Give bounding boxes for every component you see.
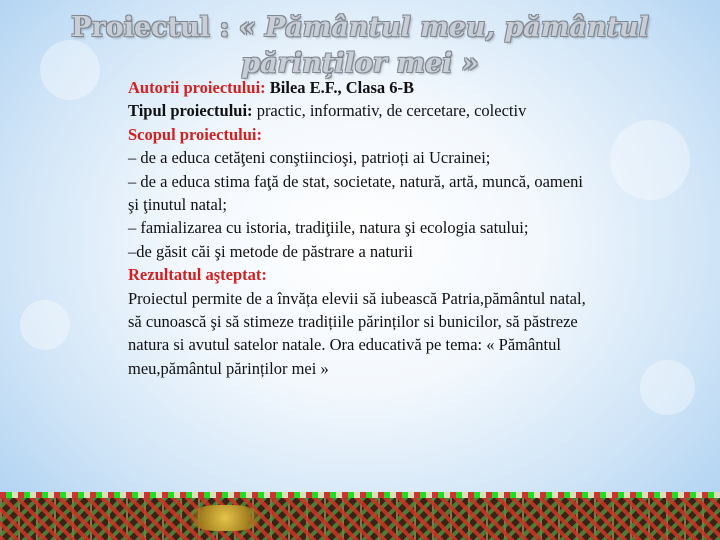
result-heading bbox=[128, 263, 598, 286]
background-bokeh bbox=[20, 300, 70, 350]
title-line-1 bbox=[0, 10, 720, 46]
scope-colon: : bbox=[256, 124, 263, 144]
scope-item: – de a educa stima faţă de stat, societate, natură, artă, muncă, oameni şi ţinutul natal; bbox=[128, 171, 583, 215]
type-line bbox=[128, 99, 598, 122]
authors-colon: : bbox=[260, 78, 266, 97]
scope-item: – de a educa cetăţeni conştiincioşi, patrioți ai Ucrainei; bbox=[128, 148, 491, 168]
ornament-icon bbox=[190, 505, 260, 531]
authors-line bbox=[128, 76, 598, 99]
result-label: Rezultatul aşteptat: bbox=[128, 265, 267, 285]
slide-content bbox=[128, 76, 598, 380]
background-bokeh bbox=[610, 120, 690, 200]
result-text: Proiectul permite de a învăța elevii să iubească Patria,pământul natal, să cunoască şi să stimeze tradițiile părinților si bunicilor, să păstreze natura si avutul satelor natale. Ora educativă pe tema: « Pământul meu,pământul părinților mei » bbox=[128, 288, 586, 378]
authors-label: Autorii proiectului bbox=[128, 78, 261, 97]
authors-value: Bilea E.F., Clasa 6-B bbox=[269, 78, 415, 97]
embroidery-border bbox=[0, 492, 720, 540]
type-label: Tipul proiectului: bbox=[128, 101, 253, 121]
scope-item: – famializarea cu istoria, tradiţiile, natura şi ecologia satului; bbox=[128, 218, 529, 238]
scope-heading bbox=[128, 123, 598, 146]
background-bokeh bbox=[640, 360, 695, 415]
type-value: practic, informativ, de cercetare, colectiv bbox=[252, 101, 527, 121]
scope-label: Scopul proiectului bbox=[128, 124, 257, 144]
title-project-name-part2: părinților mei » bbox=[241, 48, 479, 79]
slide-title bbox=[0, 10, 720, 82]
scope-item: –de găsit căi şi metode de păstrare a naturii bbox=[128, 241, 413, 261]
title-prefix: Proiectul : bbox=[71, 12, 239, 43]
title-project-name-part1: « Pământul meu, pământul bbox=[238, 12, 649, 43]
